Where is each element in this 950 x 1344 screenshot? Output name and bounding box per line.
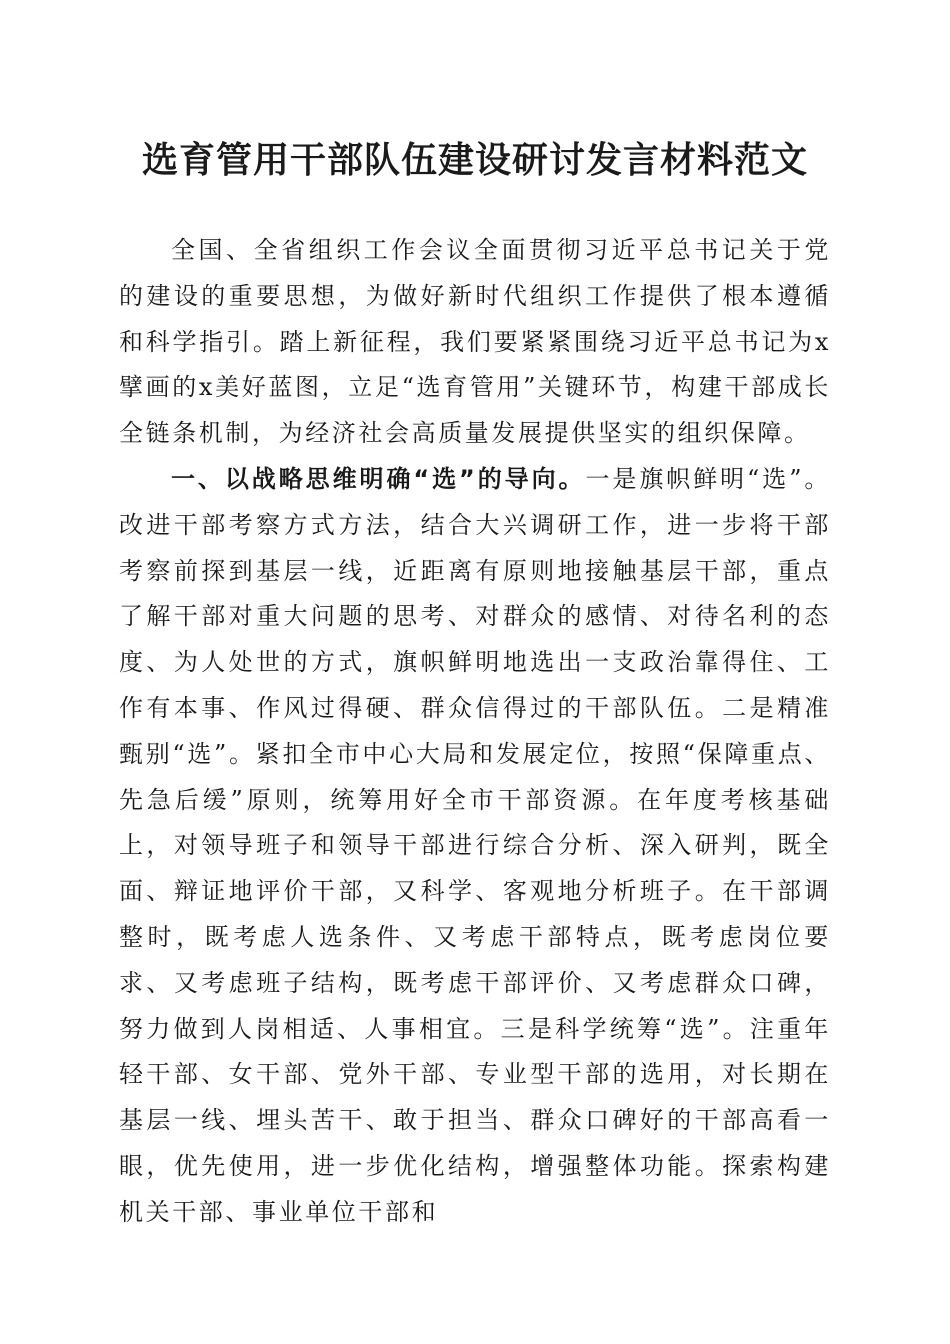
- document-title: 选育管用干部队伍建设研讨发言材料范文: [141, 139, 808, 181]
- section-one-paragraph: [119, 457, 831, 1236]
- section-one-heading: 一、以战略思维明确“选”的导向。: [171, 464, 586, 493]
- section-one-text: 一是旗帜鲜明“选”。改进干部考察方式方法，结合大兴调研工作，进一步将干部考察前探到基层一线，近距离有原则地接触基层干部，重点了解干部对重大问题的思考、对群众的感情、对待名利的态度、为人处世的方式，旗帜鲜明地选出一支政治靠得住、工作有本事、作风过得硬、群众信得过的干部队伍。二是精准甄别“选”。紧扣全市中心大局和发展定位，按照“保障重点、先急后缓”原则，统筹用好全市干部资源。在年度考核基础上，对领导班子和领导干部进行综合分析、深入研判，既全面、辩证地评价干部，又科学、客观地分析班子。在干部调整时，既考虑人选条件、又考虑干部特点，既考虑岗位要求、又考虑班子结构，既考虑干部评价、又考虑群众口碑，努力做到人岗相适、人事相宜。三是科学统筹“选”。注重年轻干部、女干部、党外干部、专业型干部的选用，对长期在基层一线、埋头苦干、敢于担当、群众口碑好的干部高看一眼，优先使用，进一步优化结构，增强整体功能。探索构建机关干部、事业单位干部和: [119, 464, 831, 1226]
- document-body: [119, 228, 831, 1236]
- intro-paragraph: [119, 228, 831, 457]
- intro-paragraph-text: 全国、全省组织工作会议全面贯彻习近平总书记关于党的建设的重要思想，为做好新时代组织工作提供了根本遵循和科学指引。踏上新征程，我们要紧紧围绕习近平总书记为x擘画的x美好蓝图，立足“选育管用”关键环节，构建干部成长全链条机制，为经济社会高质量发展提供坚实的组织保障。: [119, 236, 831, 448]
